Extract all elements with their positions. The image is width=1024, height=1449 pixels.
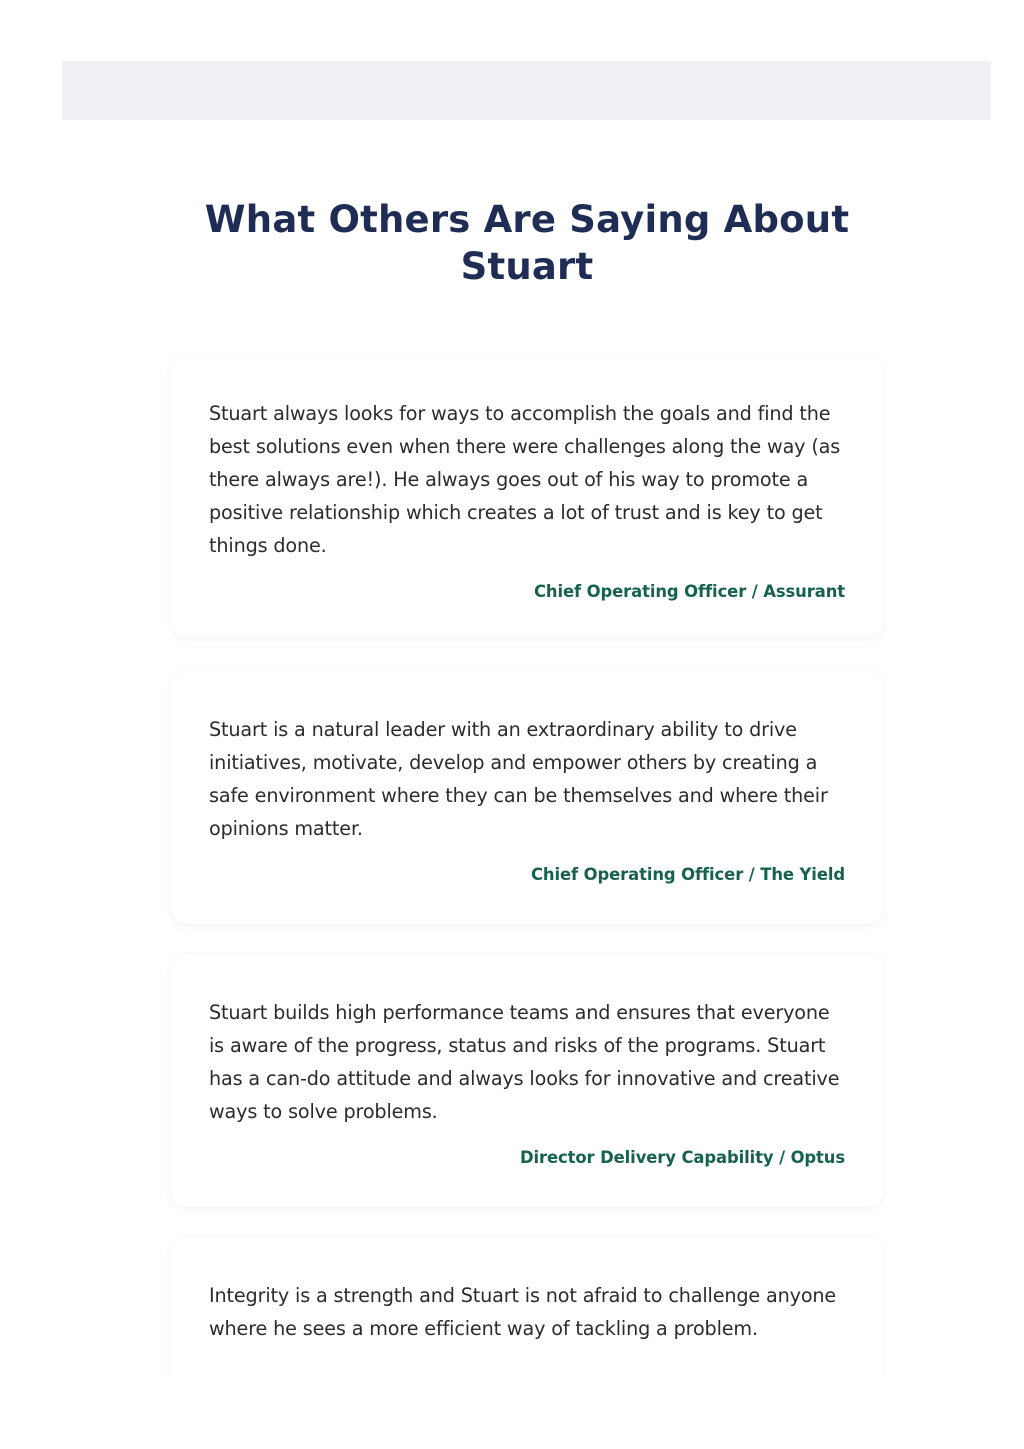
testimonial-quote: Stuart always looks for ways to accomplish the goals and find the best solutions even when there were challenges along the way (as there always are!). He always goes out of his way to promote a positive relationship which creates a lot of trust and is key to get things done. — [209, 402, 841, 557]
page-title: What Others Are Saying About Stuart — [204, 198, 850, 288]
testimonial-card — [171, 954, 883, 1207]
testimonial-card — [171, 671, 883, 924]
page-bottom-edge — [0, 1376, 1024, 1449]
testimonial-author: Chief Operating Officer / Assurant — [534, 582, 845, 601]
testimonial-quote: Integrity is a strength and Stuart is not afraid to challenge anyone where he sees a more efficient way of tackling a problem. — [209, 1284, 837, 1340]
testimonial-card — [171, 355, 883, 637]
testimonial-card — [171, 1237, 883, 1397]
testimonial-quote: Stuart builds high performance teams and ensures that everyone is aware of the progress, status and risks of the programs. Stuart has a can-do attitude and always looks for innovative and creative ways to solve problems. — [209, 1001, 840, 1123]
testimonial-author: Director Delivery Capability / Optus — [520, 1148, 845, 1167]
testimonial-quote: Stuart is a natural leader with an extraordinary ability to drive initiatives, motivate, develop and empower others by creating a safe environment where they can be themselves and where their opinions matter. — [209, 718, 828, 840]
testimonial-author: Chief Operating Officer / The Yield — [530, 865, 845, 884]
